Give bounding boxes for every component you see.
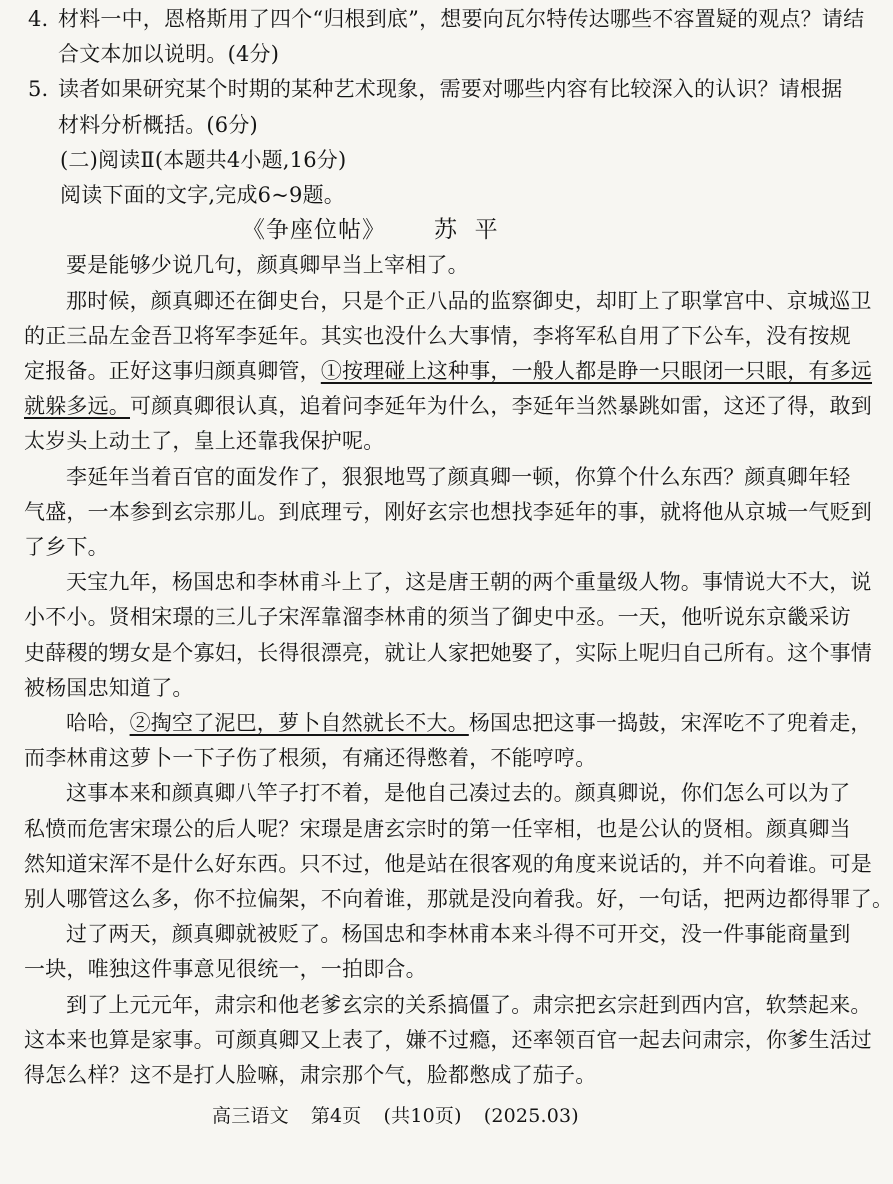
- paragraph-2-line-2: 的正三品左金吾卫将军李延年。其实也没什么大事情，李将军私自用了下公车，没有按规: [24, 324, 851, 348]
- paragraph-6-line-4: 别人哪管这么多，你不拉偏架，不向着谁，那就是没向着我。好，一句话，把两边都得罪了。: [24, 887, 893, 911]
- paragraph-2-line-5: 太岁头上动土了，皇上还靠我保护呢。: [24, 429, 385, 453]
- paragraph-8-line-2: 这本来也算是家事。可颜真卿又上表了，嫌不过瘾，还率领百官一起去问肃宗，你爹生活过: [24, 1028, 872, 1052]
- article-author: 苏 平: [434, 217, 499, 243]
- question-4-number: 4.: [28, 7, 49, 31]
- footer-subject: 高三语文: [212, 1105, 289, 1127]
- footer-date: (2025.03): [483, 1105, 579, 1127]
- paragraph-4-line-2: 小不小。贤相宋璟的三儿子宋浑靠溜李林甫的须当了御史中丞。一天，他听说东京畿采访: [24, 605, 851, 629]
- paragraph-2-line-3: 定报备。正好这事归颜真卿管，①按理碰上这种事，一般人都是睁一只眼闭一只眼，有多远: [24, 359, 873, 383]
- paragraph-6-line-1: 这事本来和颜真卿八竿子打不着，是他自己凑过去的。颜真卿说，你们怎么可以为了: [66, 781, 851, 805]
- paragraph-6-line-2: 私愤而危害宋璟公的后人呢？宋璟是唐玄宗时的第一任宰相，也是公认的贤相。颜真卿当: [24, 817, 851, 841]
- page-footer: [212, 1101, 579, 1131]
- footer-page: 第4页: [310, 1105, 362, 1127]
- paragraph-3-line-2: 气盛，一本参到玄宗那儿。到底理亏，刚好玄宗也想找李延年的事，就将他从京城一气贬到: [24, 500, 872, 524]
- paragraph-5-line-1: 哈哈，②掏空了泥巴，萝卜自然就长不大。杨国忠把这事一捣鼓，宋浑吃不了兜着走，: [66, 711, 872, 735]
- footer-total: (共10页): [383, 1105, 462, 1127]
- paragraph-8-line-3: 得怎么样？这不是打人脸嘛，肃宗那个气，脸都憋成了茄子。: [24, 1063, 597, 1087]
- paragraph-6-line-3: 然知道宋浑不是什么好东西。只不过，他是站在很客观的角度来说话的，并不向着谁。可是: [24, 852, 872, 876]
- paragraph-8-line-1: 到了上元元年，肃宗和他老爹玄宗的关系搞僵了。肃宗把玄宗赶到西内宫，软禁起来。: [66, 993, 872, 1017]
- question-4-line-1: 4. 材料一中，恩格斯用了四个“归根到底”，想要向瓦尔特传达哪些不容置疑的观点？请结: [28, 4, 864, 34]
- question-4-line-2: 合文本加以说明。(4分): [58, 42, 280, 66]
- paragraph-1: 要是能够少说几句，颜真卿早当上宰相了。: [66, 253, 469, 277]
- paragraph-7-line-1: 过了两天，颜真卿就被贬了。杨国忠和李林甫本来斗得不可开交，没一件事能商量到: [66, 922, 851, 946]
- paragraph-7-line-2: 一块，唯独这件事意见很统一，一拍即合。: [24, 957, 427, 981]
- underlined-sentence-2: ②掏空了泥巴，萝卜自然就长不大。: [129, 711, 469, 735]
- question-5-line-2: 材料分析概括。(6分): [58, 113, 258, 137]
- question-5-line-1: 5. 读者如果研究某个时期的某种艺术现象，需要对哪些内容有比较深入的认识？请根据: [28, 74, 842, 104]
- paragraph-2-line-1: 那时候，颜真卿还在御史台，只是个正八品的监察御史，却盯上了职掌宫中、京城巡卫: [66, 289, 872, 313]
- paragraph-2-line-4: 就躲多远。可颜真卿很认真，追着问李延年为什么，李延年当然暴跳如雷，这还了得，敢到: [24, 394, 872, 418]
- paragraph-4-line-1: 天宝九年，杨国忠和李林甫斗上了，这是唐王朝的两个重量级人物。事情说大不大，说: [66, 570, 872, 594]
- article-title-line: [242, 215, 499, 245]
- question-5-number: 5.: [28, 77, 49, 101]
- paragraph-5-line-2: 而李林甫这萝卜一下子伤了根须，有痛还得憋着，不能哼哼。: [24, 746, 597, 770]
- section-heading: (二)阅读Ⅱ(本题共4小题,16分): [60, 148, 347, 172]
- underlined-sentence-1: ①按理碰上这种事，一般人都是睁一只眼闭一只眼，有多远: [320, 359, 873, 383]
- underlined-sentence-1-end: 就躲多远。: [24, 394, 130, 418]
- paragraph-3-line-3: 了乡下。: [24, 535, 109, 559]
- section-instruction: 阅读下面的文字,完成6~9题。: [60, 183, 345, 207]
- paragraph-4-line-3: 史薛稷的甥女是个寡妇，长得很漂亮，就让人家把她娶了，实际上呢归自己所有。这个事情: [24, 641, 872, 665]
- paragraph-3-line-1: 李延年当着百官的面发作了，狠狠地骂了颜真卿一顿，你算个什么东西？颜真卿年轻: [66, 465, 851, 489]
- paragraph-4-line-4: 被杨国忠知道了。: [24, 676, 194, 700]
- article-title: 《争座位帖》: [242, 217, 386, 243]
